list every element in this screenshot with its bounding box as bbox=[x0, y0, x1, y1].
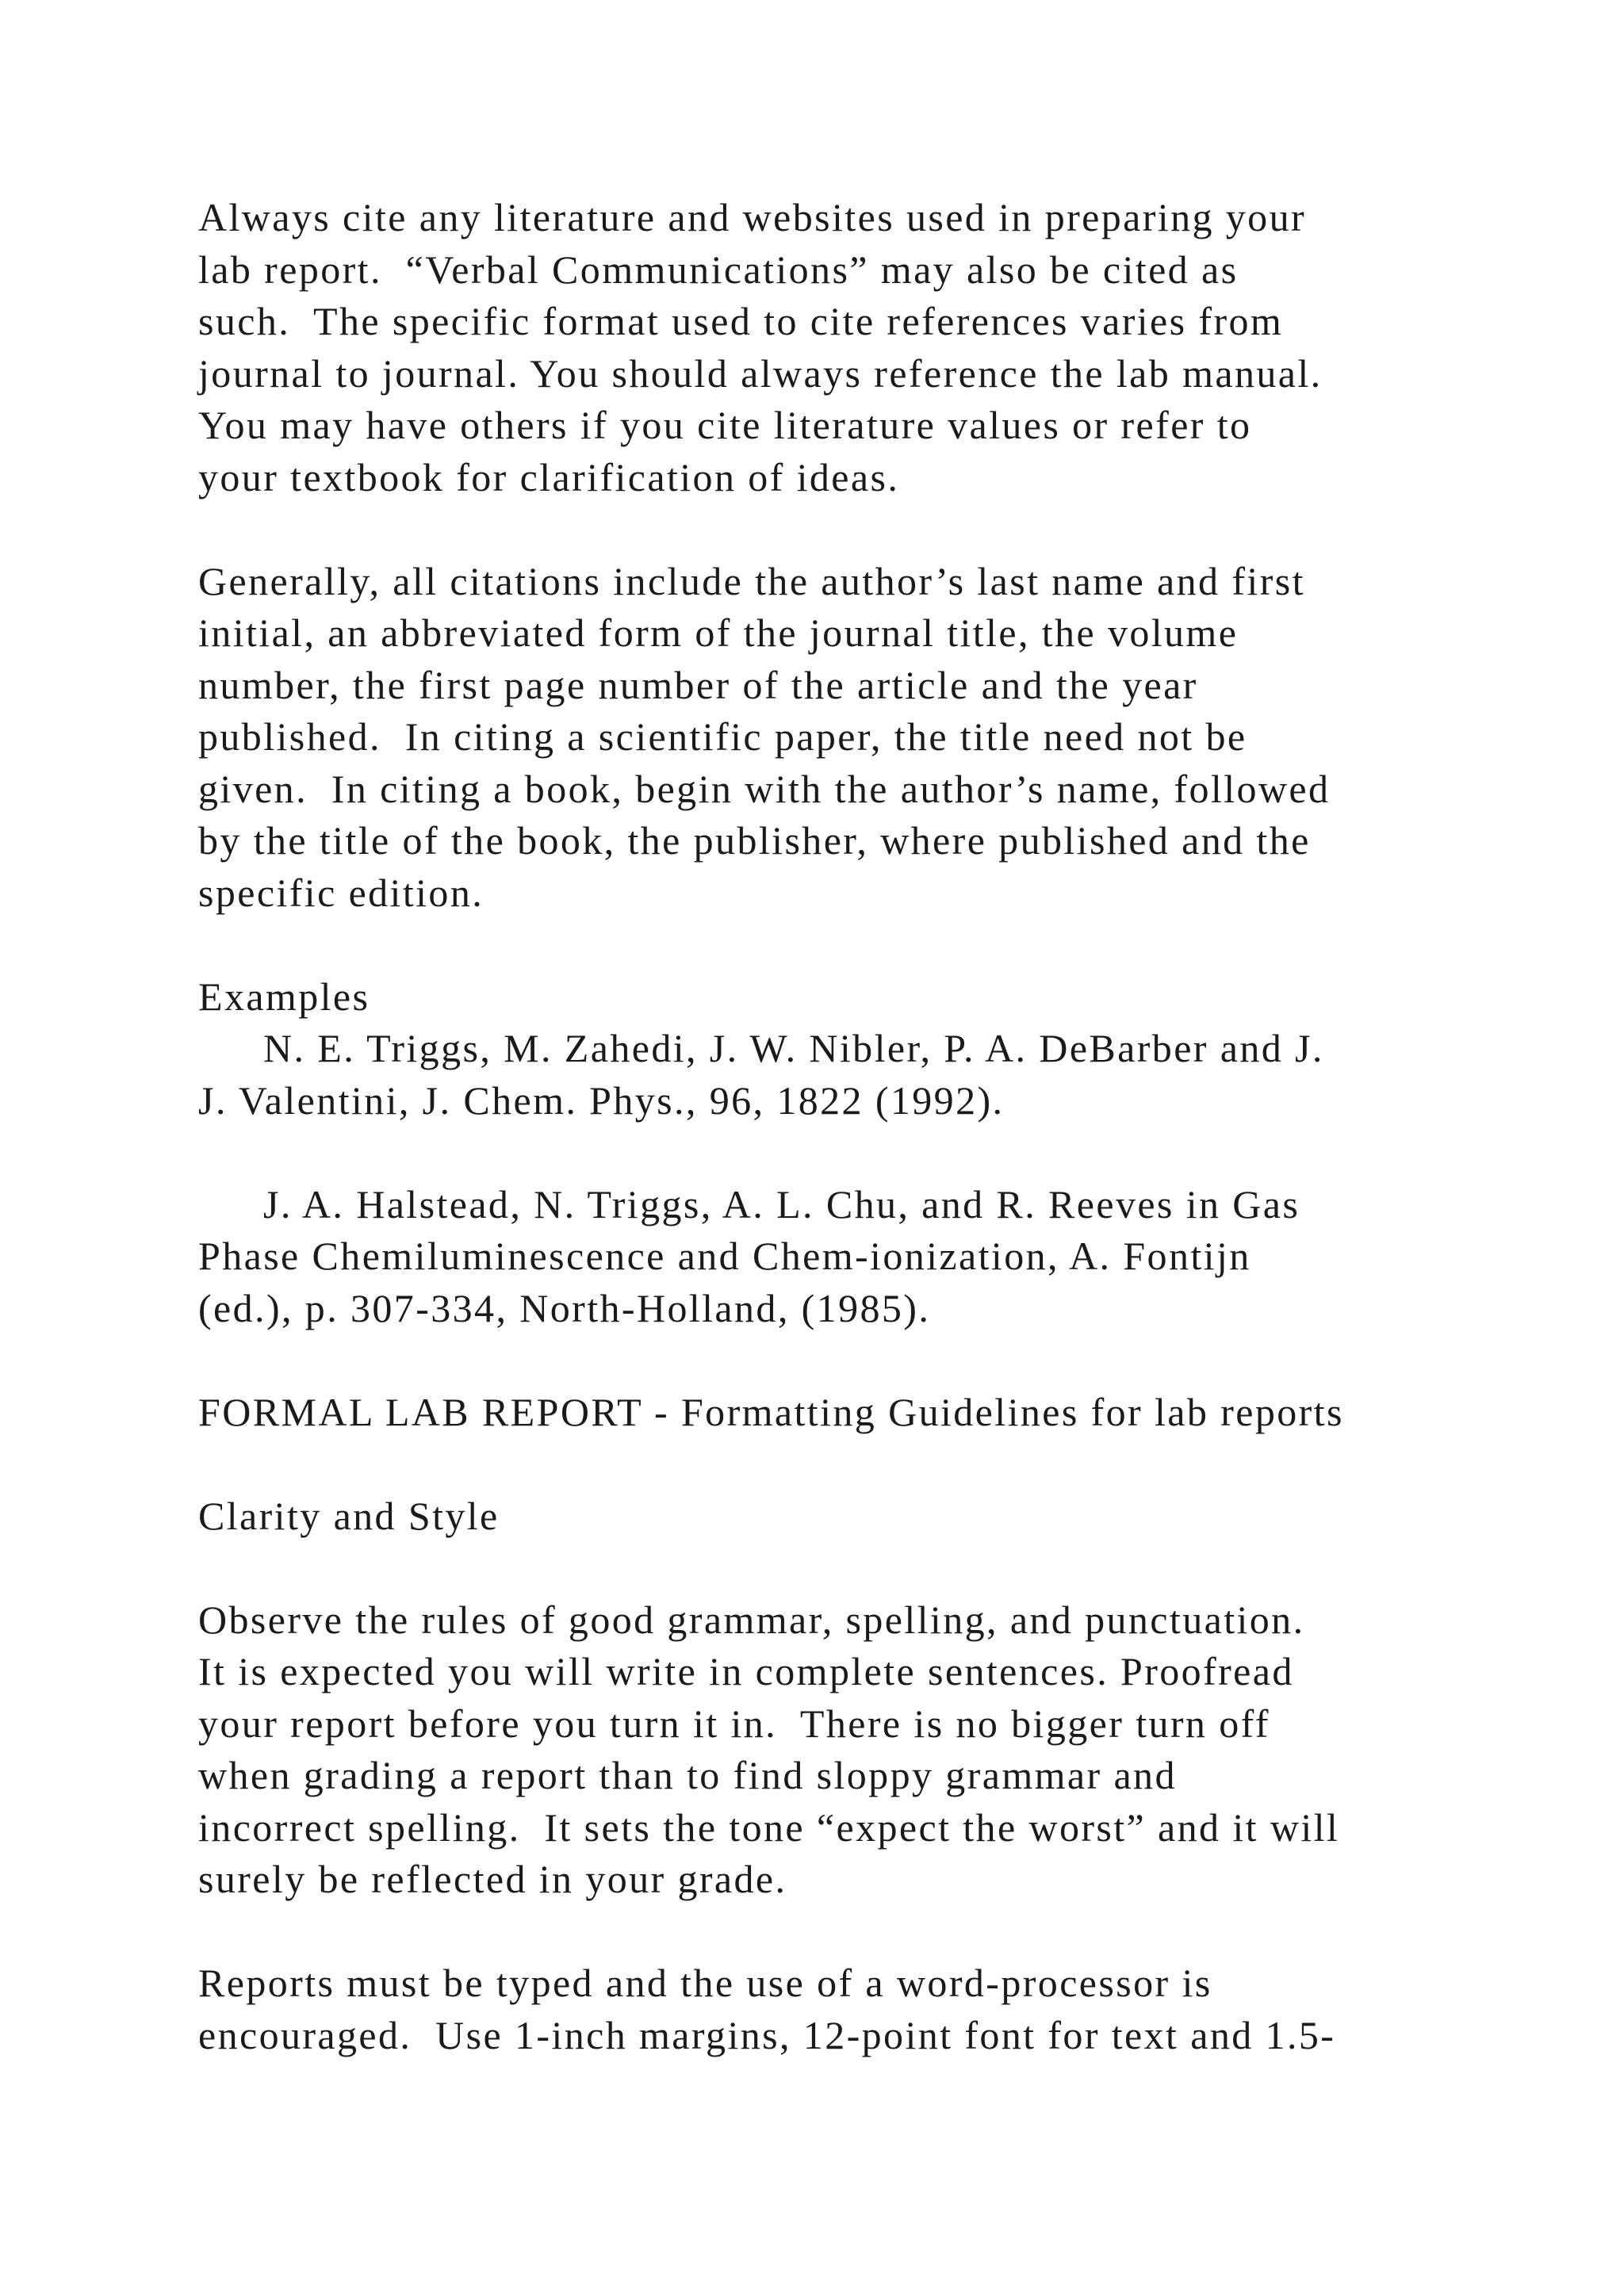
paragraph-spacer bbox=[198, 1906, 1483, 1958]
text-line: You may have others if you cite literature values or refer to bbox=[198, 403, 1252, 447]
text-line: lab report. “Verbal Communications” may also be cited as bbox=[198, 247, 1239, 292]
text-line: initial, an abbreviated form of the journal title, the volume bbox=[198, 610, 1239, 655]
text-line: Observe the rules of good grammar, spelling, and punctuation. bbox=[198, 1597, 1305, 1642]
text-line: incorrect spelling. It sets the tone “expect the worst” and it will bbox=[198, 1804, 1340, 1850]
paragraph-spacer bbox=[198, 503, 1483, 556]
document-body bbox=[198, 192, 1483, 2061]
text-line: J. Valentini, J. Chem. Phys., 96, 1822 (1992). bbox=[198, 1077, 1005, 1123]
text-line: your report before you turn it in. There is no bigger turn off bbox=[198, 1701, 1270, 1746]
text-line: such. The specific format used to cite references varies from bbox=[198, 299, 1284, 343]
example-citation-book bbox=[198, 1179, 1483, 1335]
paragraph-grammar bbox=[198, 1594, 1483, 1906]
text-line: encouraged. Use 1-inch margins, 12-point font for text and 1.5- bbox=[198, 2012, 1336, 2057]
paragraph-formatting bbox=[198, 1957, 1483, 2061]
section-title: FORMAL LAB REPORT - Formatting Guidelines for lab reports bbox=[198, 1389, 1344, 1434]
text-line: published. In citing a scientific paper, the title need not be bbox=[198, 714, 1247, 759]
paragraph-spacer bbox=[198, 1438, 1483, 1490]
text-line: N. E. Triggs, M. Zahedi, J. W. Nibler, P. A. DeBarber and J. bbox=[263, 1026, 1324, 1070]
paragraph-spacer bbox=[198, 1334, 1483, 1387]
text-line: number, the first page number of the article and the year bbox=[198, 662, 1198, 707]
text-line: (ed.), p. 307-334, North-Holland, (1985). bbox=[198, 1285, 931, 1330]
examples-heading: Examples bbox=[198, 974, 370, 1019]
paragraph-spacer bbox=[198, 1127, 1483, 1179]
paragraph-citation-contents bbox=[198, 556, 1483, 920]
subsection-title: Clarity and Style bbox=[198, 1493, 500, 1538]
text-line: Reports must be typed and the use of a word-processor is bbox=[198, 1961, 1212, 2005]
text-line: specific edition. bbox=[198, 870, 485, 915]
text-line: J. A. Halstead, N. Triggs, A. L. Chu, and R. Reeves in Gas bbox=[263, 1181, 1300, 1226]
text-line: by the title of the book, the publisher, where published and the bbox=[198, 818, 1311, 863]
text-line: your textbook for clarification of ideas. bbox=[198, 454, 900, 499]
paragraph-spacer bbox=[198, 919, 1483, 971]
text-line: Generally, all citations include the author’s last name and first bbox=[198, 558, 1305, 603]
text-line: Phase Chemiluminescence and Chem-ionization, A. Fontijn bbox=[198, 1234, 1251, 1278]
paragraph-citing-literature bbox=[198, 192, 1483, 503]
text-line: when grading a report than to find sloppy grammar and bbox=[198, 1753, 1177, 1797]
text-line: It is expected you will write in complete sentences. Proofread bbox=[198, 1649, 1294, 1693]
text-line: surely be reflected in your grade. bbox=[198, 1857, 787, 1901]
text-line: journal to journal. You should always reference the lab manual. bbox=[198, 350, 1323, 396]
text-line: given. In citing a book, begin with the author’s name, followed bbox=[198, 766, 1331, 811]
example-citation-journal bbox=[198, 1023, 1483, 1127]
text-line: Always cite any literature and websites used in preparing your bbox=[198, 195, 1307, 239]
paragraph-spacer bbox=[198, 1542, 1483, 1594]
